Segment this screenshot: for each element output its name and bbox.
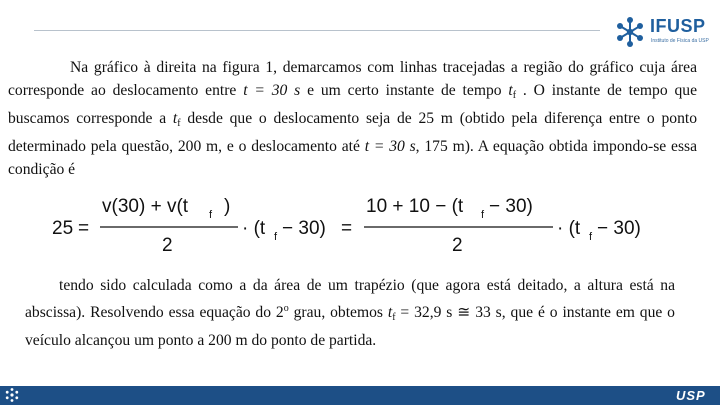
p1-text-a: Na gráfico à direita na figura 1, demarcamos com linhas tracejadas a região do gráfico cuja área corresponde ao deslocamento entre: [8, 59, 697, 99]
eq-num1-sub: f: [209, 209, 213, 221]
eq-den2: 2: [452, 235, 463, 256]
footer-usp-logo: USP: [676, 388, 706, 403]
eq-num2-close: − 30): [489, 196, 533, 217]
eq-num1: v(30) + v(t: [102, 196, 189, 217]
eq-num2: 10 + 10 − (t: [366, 196, 464, 217]
footer-bar: [0, 386, 720, 405]
p1-text-d: desde que o deslocamento seja de 25 m (obtido pela diferença entre o ponto determinado pela questão, 200 m, e o deslocamento até: [8, 110, 698, 155]
eq-equals-2: =: [341, 218, 353, 239]
paragraph-result: [25, 274, 675, 352]
equation: [48, 190, 698, 258]
eq-num1-close: ): [224, 196, 231, 217]
eq-den1: 2: [162, 235, 173, 256]
p1-text-e: , 175 m). A equação obtida impondo-se essa condição é: [8, 138, 698, 178]
logo-subtitle: Instituto de Física da USP: [651, 38, 709, 44]
ifusp-small-icon: [4, 387, 20, 403]
p2-tf-symbol: t: [387, 304, 393, 322]
p2-text-c: = 32,9 s ≅ 33 s, que é o instante em que o veículo alcançou um ponto a 200 m do ponto de partida.: [25, 304, 675, 350]
paragraph-intro: [8, 56, 697, 181]
p1-tf-symbol: t: [508, 82, 513, 99]
p1-tf-subscript: f: [512, 90, 517, 101]
p2-ordinal: o: [283, 303, 289, 314]
eq-factor2: · (t: [557, 218, 581, 239]
eq-factor1-close: − 30): [282, 218, 326, 239]
p2-text-a: tendo sido calculada como a da área de um trapézio (que agora está deitado, a altura está na abscissa). Resolvendo essa equação do 2: [25, 277, 675, 322]
eq-factor2-sub: f: [589, 231, 593, 243]
p1-text-b: e um certo instante de tempo: [300, 82, 509, 99]
p1-text-c: . O instante de tempo que buscamos corresponde a: [8, 82, 698, 127]
p2-tf-subscript: f: [392, 312, 396, 324]
eq-equals-1: =: [78, 218, 90, 239]
logo-name: IFUSP: [650, 16, 706, 36]
eq-factor2-close: − 30): [597, 218, 641, 239]
p1-tf-symbol-2: t: [172, 110, 178, 127]
eq-factor1: · (t: [242, 218, 266, 239]
eq-num2-sub: f: [481, 209, 485, 221]
p1-t-eq-30-2: t = 30 s: [364, 138, 416, 155]
p2-text-b: grau, obtemos: [288, 304, 388, 322]
header-divider: [34, 30, 600, 31]
p1-tf-subscript-2: f: [177, 118, 181, 129]
p1-t-eq-30: t = 30 s: [243, 82, 301, 99]
eq-factor1-sub: f: [274, 231, 278, 243]
eq-lhs: 25: [52, 218, 74, 239]
